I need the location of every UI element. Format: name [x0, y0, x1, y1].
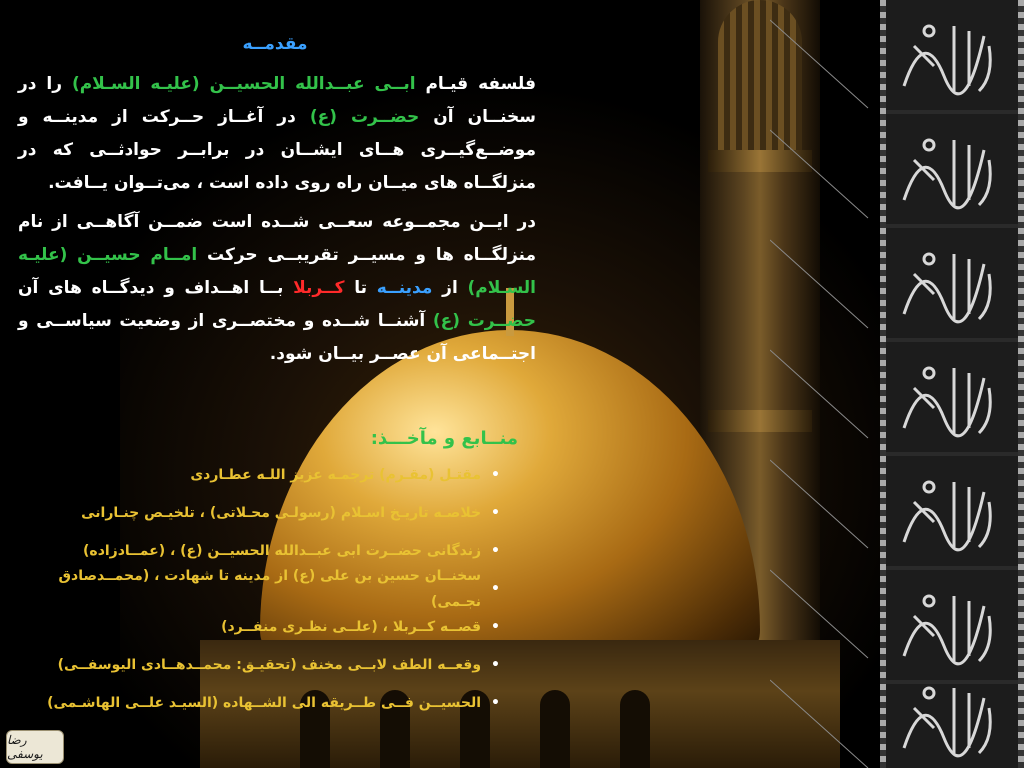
- intro-text-run: فلسفه قیـام: [415, 74, 536, 94]
- highlight-imam-name: ابــی عبــدالله الحسیــن (علیـه السـلام): [71, 74, 416, 94]
- bullet-icon: •: [491, 543, 500, 559]
- intro-text-run: را در سخنــان آن: [18, 74, 536, 127]
- bullet-icon: •: [491, 467, 500, 483]
- calligraphy-panel-image: [894, 348, 1010, 448]
- shrine-arch: [540, 690, 570, 768]
- author-signature-logo: رضا یوسفی: [6, 730, 64, 764]
- diagonal-lines-decoration: [770, 0, 880, 768]
- calligraphy-panel-image: [894, 668, 1010, 768]
- intro-paragraph-1: [18, 68, 536, 200]
- source-item: [10, 684, 500, 722]
- source-text: سخنــان حسین بن علی (ع) از مدینه تا شهادت ، (محمــدصادق نجـمی): [58, 568, 482, 610]
- source-item: [10, 646, 500, 684]
- source-item: [10, 570, 500, 608]
- source-item: [10, 494, 500, 532]
- slide-title: مقدمــه: [242, 34, 308, 54]
- highlight-imam-hussain: امــام حسیــن (علیـه السـلام): [18, 245, 536, 298]
- calligraphy-panel-image: [894, 234, 1010, 334]
- calligraphy-panel-image: [894, 6, 1010, 106]
- source-text: زندگانی حضــرت ابی عبــدالله الحسیــن (ع) ، (عمــادزاده): [83, 543, 482, 559]
- bullet-icon: •: [491, 695, 500, 711]
- calligraphy-panel-image: [894, 462, 1010, 562]
- calligraphy-banner-strip: [880, 0, 1024, 768]
- bullet-icon: •: [491, 505, 500, 521]
- shrine-arch: [620, 690, 650, 768]
- highlight-karbala: کــربلا: [293, 278, 345, 298]
- source-item: [10, 456, 500, 494]
- sources-list: [10, 456, 500, 722]
- highlight-hazrat: حضــرت (ع): [309, 107, 420, 127]
- sources-heading: منــابع و مآخـــذ:: [370, 428, 518, 449]
- intro-text-run: در ایــن مجمــوعه سعــی شــده است ضمــن آگاهــی از نام منزلگــاه ها و مسیــر تقریبــی حرکت: [18, 212, 536, 265]
- calligraphy-panel-image: [894, 576, 1010, 676]
- intro-text: [18, 68, 536, 371]
- intro-text-run: تا: [344, 278, 377, 298]
- intro-text-run: از: [432, 278, 468, 298]
- intro-text-run: بــا اهــداف و دیدگــاه های آن: [18, 278, 294, 298]
- intro-paragraph-2: [18, 206, 536, 371]
- highlight-medina: مدینــه: [376, 278, 433, 298]
- source-text: مقتـل (مقـرم) ترجمـه عزیز اللـه عطـاردی: [190, 467, 482, 483]
- highlight-hazrat: حضــرت (ع): [432, 311, 536, 331]
- calligraphy-panel-image: [894, 120, 1010, 220]
- bullet-icon: •: [491, 581, 500, 597]
- source-text: الحسیــن فــی طــریقه الی الشــهاده (السیـد علــی الهاشـمی): [47, 695, 482, 711]
- source-text: قصــه کــربلا ، (علــی نظـری منفــرد): [221, 619, 482, 635]
- bullet-icon: •: [491, 619, 500, 635]
- bullet-icon: •: [491, 657, 500, 673]
- source-text: خلاصـه تاریـخ اسـلام (رسولـی محـلاتی) ، تلخیـص چنـارانی: [81, 505, 482, 521]
- source-text: وقعــه الطف لابــی مخنف (تحقیـق: محمــدهــادی الیوسفــی): [57, 657, 482, 673]
- intro-text-run: آشنــا شــده و مختصــری از وضعیت سیاســی و اجتــماعی آن عصــر بیــان شود.: [18, 311, 536, 364]
- intro-text-run: در آغــاز حــرکت از مدینــه و موضــع‌گیــری هــای ایشــان در برابــر حوادثــی که در منزلگــاه های میــان راه روی داده است ، می‌تــوان یــافت.: [18, 107, 536, 193]
